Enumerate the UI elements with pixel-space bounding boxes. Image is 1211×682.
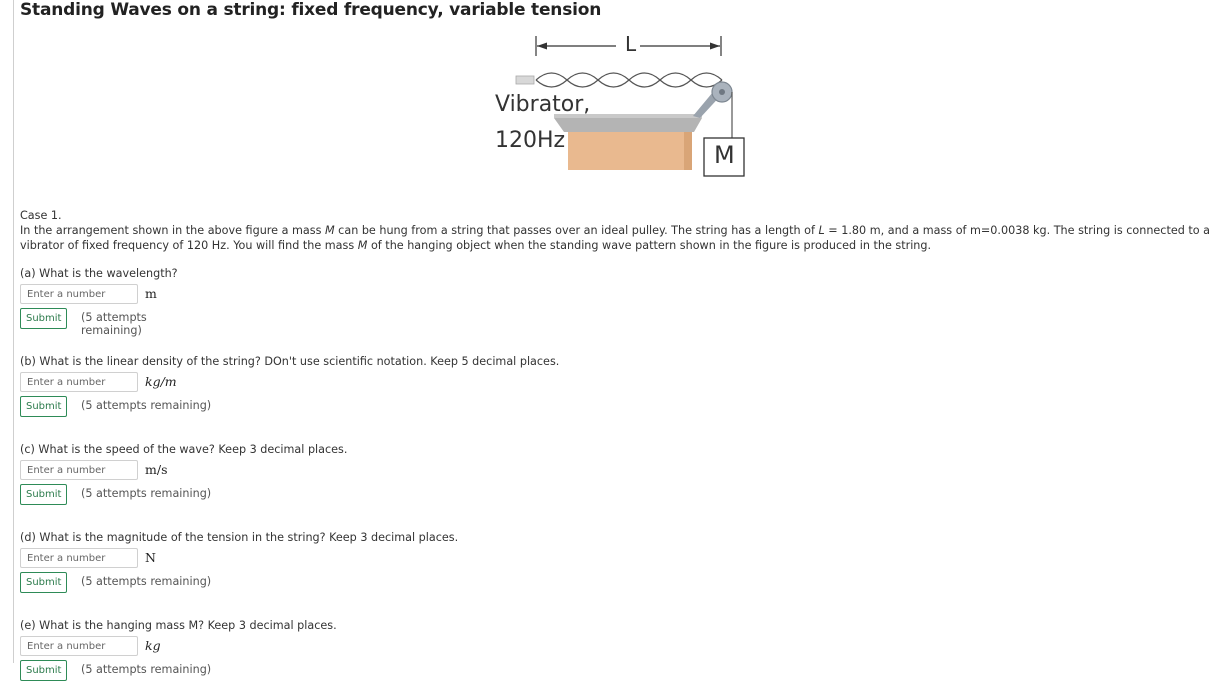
question-c-input[interactable] xyxy=(20,460,138,480)
case-text: = 1.80 m, and a mass of m=0.0038 kg. The string is connected to a vibrator of fixed frequency of 120 Hz. You will find the mass xyxy=(20,224,1211,252)
question-e-attempts: (5 attempts remaining) xyxy=(81,663,212,676)
question-d-submit-button[interactable]: Submit xyxy=(20,572,67,593)
question-b-attempts: (5 attempts remaining) xyxy=(81,399,212,412)
question-a xyxy=(20,267,178,337)
question-e-answer-row xyxy=(20,636,337,658)
question-e-unit: kg xyxy=(145,638,161,653)
mass-label: M xyxy=(714,141,735,169)
question-d-answer-row xyxy=(20,548,458,570)
case-text: of the hanging object when the standing wave pattern shown in the figure is produced in the string. xyxy=(367,239,932,252)
left-border xyxy=(13,0,14,663)
question-c-submit-row xyxy=(20,484,347,506)
case-description xyxy=(20,208,1210,253)
question-e-submit-button[interactable]: Submit xyxy=(20,660,67,681)
question-c xyxy=(20,443,347,506)
question-b xyxy=(20,355,559,418)
question-c-attempts: (5 attempts remaining) xyxy=(81,487,212,500)
case-paragraph xyxy=(20,223,1210,253)
question-a-answer-row xyxy=(20,284,178,306)
question-e-text: (e) What is the hanging mass M? Keep 3 decimal places. xyxy=(20,619,337,632)
question-a-text: (a) What is the wavelength? xyxy=(20,267,178,280)
question-d-text: (d) What is the magnitude of the tension in the string? Keep 3 decimal places. xyxy=(20,531,459,544)
question-a-attempts: (5 attempts remaining) xyxy=(81,311,147,337)
question-c-submit-button[interactable]: Submit xyxy=(20,484,67,505)
case-text: can be hung from a string that passes over an ideal pulley. The string has a length of xyxy=(334,224,819,237)
question-d-unit: N xyxy=(145,550,156,565)
question-e xyxy=(20,619,337,682)
question-d-submit-row xyxy=(20,572,458,594)
case-var-M: M xyxy=(357,239,368,252)
question-b-input[interactable] xyxy=(20,372,138,392)
question-a-submit-button[interactable]: Submit xyxy=(20,308,67,329)
question-d-attempts: (5 attempts remaining) xyxy=(81,575,212,588)
case-var-L: L xyxy=(818,224,825,237)
case-heading: Case 1. xyxy=(20,209,62,222)
question-b-submit-row xyxy=(20,396,559,418)
question-c-unit: m/s xyxy=(145,462,168,477)
question-a-unit: m xyxy=(145,286,157,301)
question-b-submit-button[interactable]: Submit xyxy=(20,396,67,417)
vibrator-label: Vibrator, xyxy=(495,92,591,117)
question-c-text: (c) What is the speed of the wave? Keep 3 decimal places. xyxy=(20,443,348,456)
case-var-M: M xyxy=(324,224,335,237)
question-b-answer-row xyxy=(20,372,559,394)
question-d xyxy=(20,531,458,594)
question-b-unit: kg/m xyxy=(145,374,177,389)
page-title: Standing Waves on a string: fixed frequency, variable tension xyxy=(20,0,602,20)
frequency-label: 120Hz xyxy=(495,128,566,153)
question-e-submit-row xyxy=(20,660,337,682)
case-text: In the arrangement shown in the above figure a mass xyxy=(20,224,325,237)
length-label: L xyxy=(622,34,639,54)
question-a-input[interactable] xyxy=(20,284,138,304)
question-a-submit-row xyxy=(20,308,178,337)
question-d-input[interactable] xyxy=(20,548,138,568)
question-e-input[interactable] xyxy=(20,636,138,656)
question-c-answer-row xyxy=(20,460,347,482)
question-b-text: (b) What is the linear density of the string? DOn't use scientific notation. Keep 5 decimal places. xyxy=(20,355,560,368)
standing-wave-figure xyxy=(488,26,758,186)
